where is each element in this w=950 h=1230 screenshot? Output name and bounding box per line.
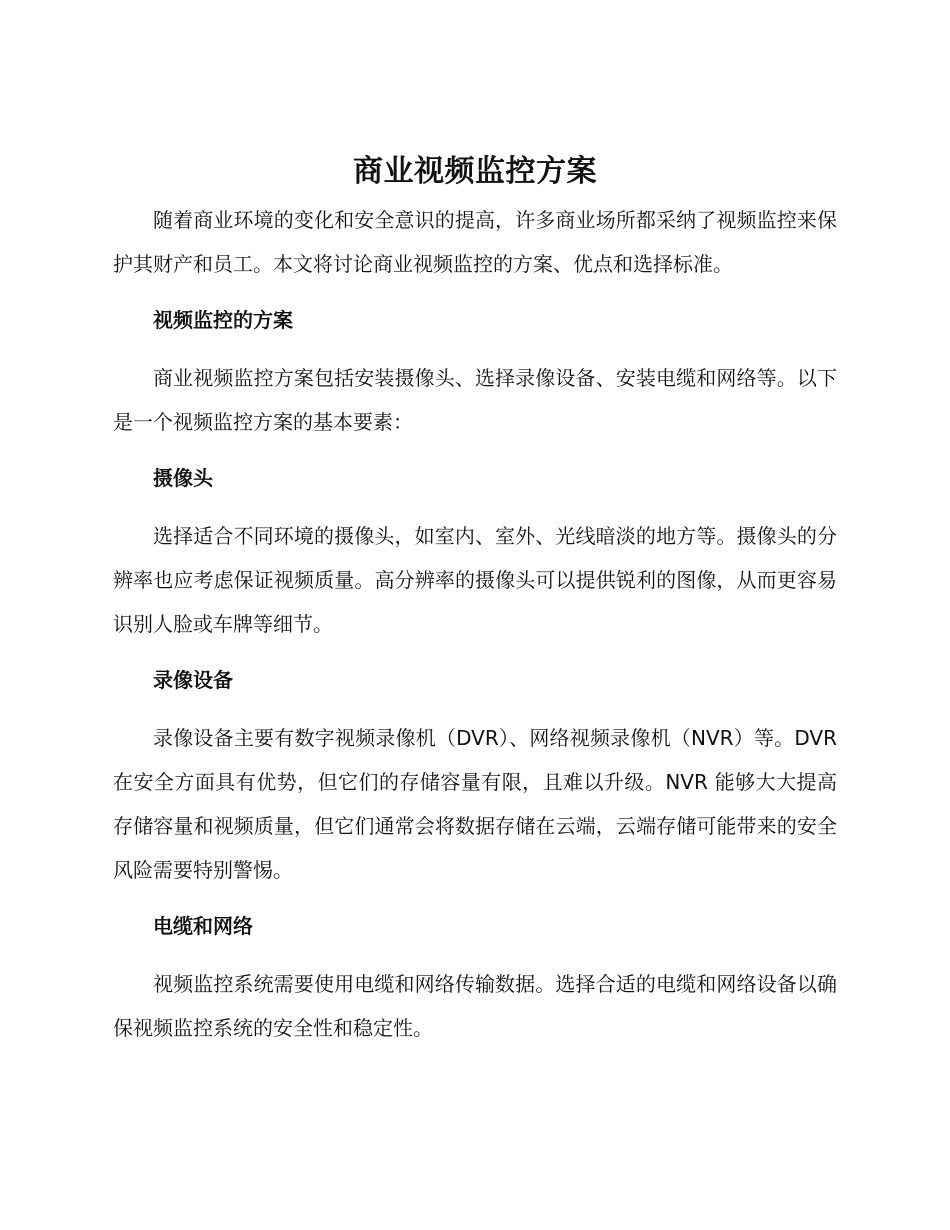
section-heading-scheme: 视频监控的方案	[153, 308, 293, 332]
section-heading-camera: 摄像头	[153, 466, 213, 490]
section-heading-cable-network: 电缆和网络	[153, 914, 253, 938]
intro-paragraph: 随着商业环境的变化和安全意识的提高，许多商业场所都采纳了视频监控来保护其财产和员工。本文将讨论商业视频监控的方案、优点和选择标准。	[113, 208, 837, 276]
section-body-camera: 选择适合不同环境的摄像头，如室内、室外、光线暗淡的地方等。摄像头的分辨率也应考虑保证视频质量。高分辨率的摄像头可以提供锐利的图像，从而更容易识别人脸或车牌等细节。	[113, 524, 837, 636]
section-body-scheme: 商业视频监控方案包括安装摄像头、选择录像设备、安装电缆和网络等。以下是一个视频监控方案的基本要素：	[113, 366, 837, 434]
section-body-cable-network: 视频监控系统需要使用电缆和网络传输数据。选择合适的电缆和网络设备以确保视频监控系统的安全性和稳定性。	[113, 972, 837, 1040]
document-title: 商业视频监控方案	[353, 154, 597, 189]
section-body-recorder: 录像设备主要有数字视频录像机（DVR）、网络视频录像机（NVR）等。DVR 在安全方面具有优势，但它们的存储容量有限，且难以升级。NVR 能够大大提高存储容量和视频质量，但它们通常会将数据存储在云端，云端存储可能带来的安全风险需要特别警惕。	[113, 726, 837, 882]
document-page	[113, 150, 837, 1062]
section-heading-recorder: 录像设备	[153, 668, 233, 692]
